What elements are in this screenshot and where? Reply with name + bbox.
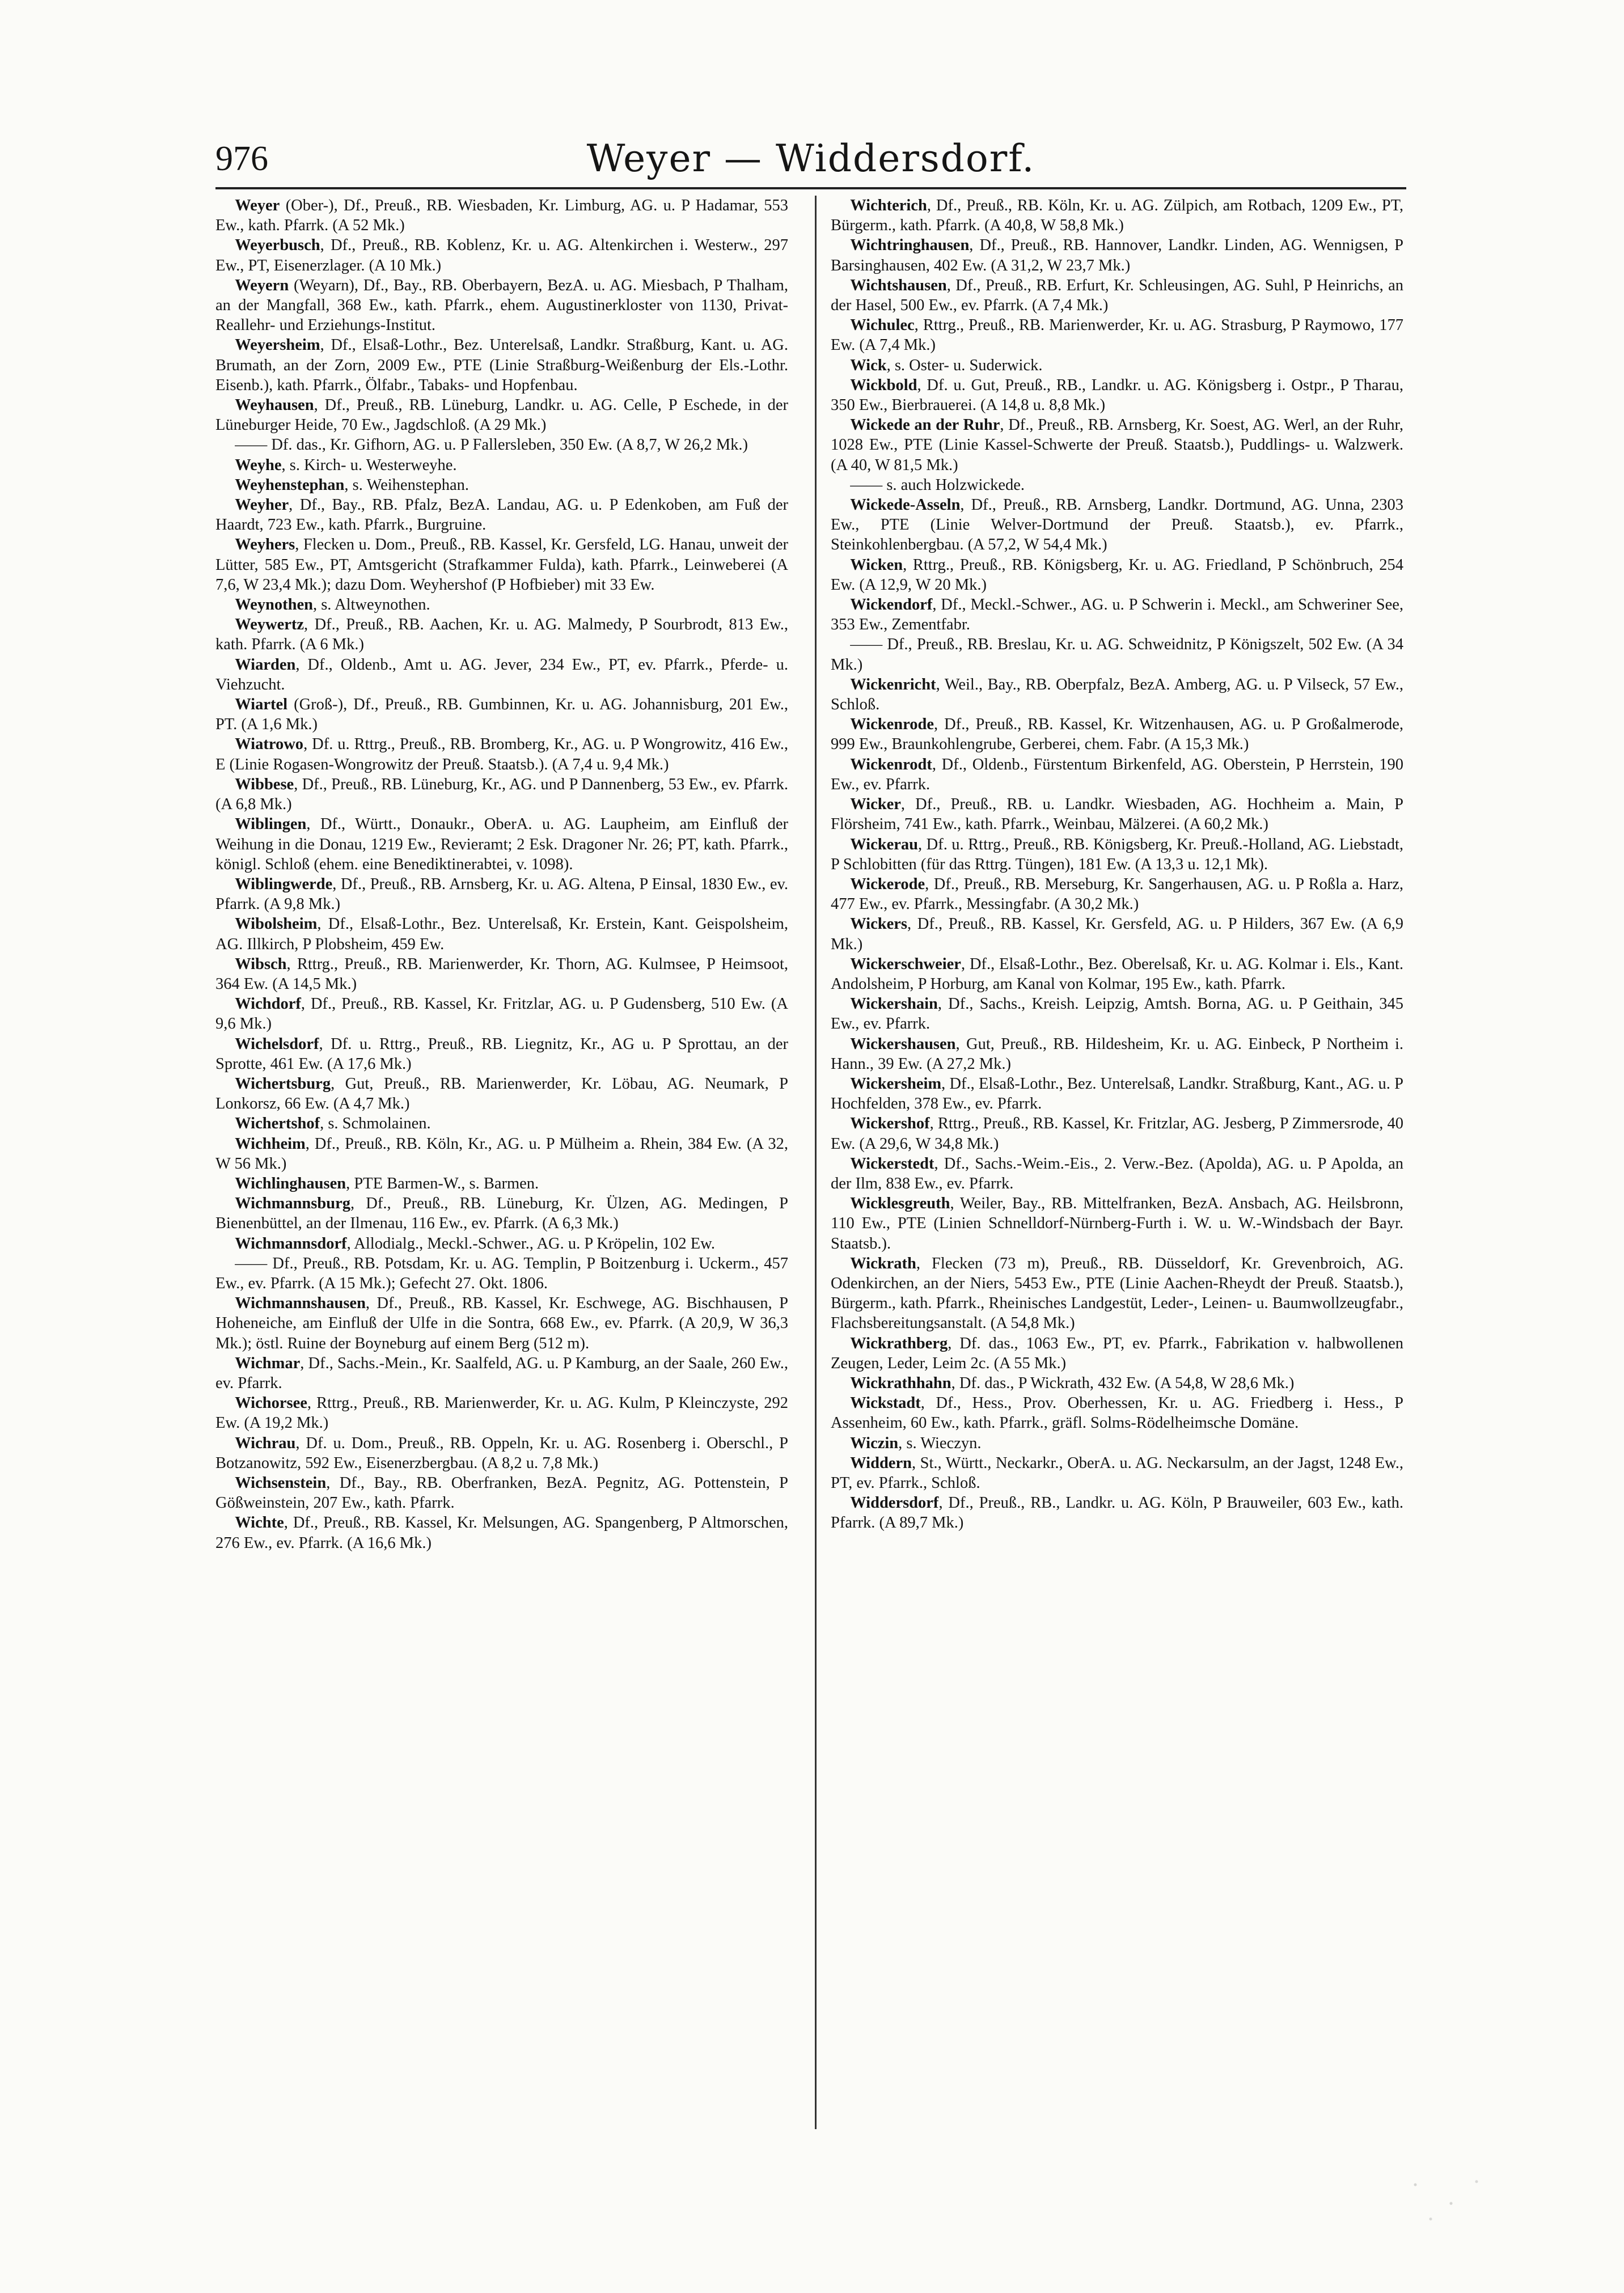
gazetteer-entry <box>831 375 1403 415</box>
gazetteer-entry <box>215 495 788 535</box>
entry-text: , Df., Sachs.-Mein., Kr. Saalfeld, AG. u. P Kamburg, an der Saale, 260 Ew., ev. Pfarrk. <box>215 1354 788 1392</box>
entry-headword: Wickbold <box>850 376 917 394</box>
entry-text: , Df. u. Rttrg., Preuß., RB. Bromberg, Kr., AG. u. P Wongrowitz, 416 Ew., E (Linie Rogasen-Wongrowitz der Preuß. Staatsb.). (A 7,4 u. 9,4 Mk.) <box>215 735 788 773</box>
entry-text: , Df., Preuß., RB. Erfurt, Kr. Schleusingen, AG. Suhl, P Heinrichs, an der Hasel, 500 Ew., ev. Pfarrk. (A 7,4 Mk.) <box>831 276 1403 315</box>
entry-text: , Gut, Preuß., RB. Marienwerder, Kr. Löbau, AG. Neumark, P Lonkorsz, 66 Ew. (A 4,7 Mk.) <box>215 1074 788 1113</box>
gazetteer-entry <box>831 595 1403 634</box>
entry-text: , Gut, Preuß., RB. Hildesheim, Kr. u. AG. Einbeck, P Northeim i. Hann., 39 Ew. (A 27,2 Mk.) <box>831 1035 1403 1073</box>
entry-headword: Wickerschweier <box>850 955 961 973</box>
gazetteer-entry <box>831 1034 1403 1074</box>
gazetteer-entry <box>215 615 788 654</box>
entry-headword: Wiblingwerde <box>235 875 333 893</box>
entry-text: , Df., Sachs., Kreish. Leipzig, Amtsh. Borna, AG. u. P Geithain, 345 Ew., ev. Pfarrk. <box>831 995 1403 1033</box>
entry-text: , Df. das., P Wickrath, 432 Ew. (A 54,8, W 28,6 Mk.) <box>951 1374 1295 1392</box>
entry-text: , Df., Württ., Donaukr., OberA. u. AG. Laupheim, am Einfluß der Weihung in die Donau, 1219 Ew., Revieramt; 2 Esk. Dragoner Nr. 26; PT, kath. Pfarrk., königl. Schloß (ehem. eine Benediktinerabtei, v. 1098). <box>215 815 788 873</box>
entry-text: , Df., Preuß., RB. Kassel, Kr. Melsungen, AG. Spangenberg, P Altmorschen, 276 Ew., ev. Pfarrk. (A 16,6 Mk.) <box>215 1514 788 1552</box>
entry-headword: Wichsenstein <box>235 1474 327 1492</box>
entry-text: , Df., Preuß., RB. Lüneburg, Kr., AG. und P Dannenberg, 53 Ew., ev. Pfarrk. (A 6,8 Mk.) <box>215 775 788 814</box>
gazetteer-entry <box>831 356 1403 375</box>
entry-headword: Weyern <box>235 276 289 294</box>
entry-text: , Df., Elsaß-Lothr., Bez. Oberelsaß, Kr. u. AG. Kolmar i. Els., Kant. Andolsheim, P Horburg, am Kanal von Kolmar, 195 Ew., kath. Pfarrk. <box>831 955 1403 993</box>
gazetteer-entry <box>831 1154 1403 1194</box>
gazetteer-entry <box>831 1114 1403 1153</box>
gazetteer-entry <box>831 1433 1403 1453</box>
gazetteer-entry <box>831 1194 1403 1254</box>
entry-text: , Df., Elsaß-Lothr., Bez. Unterelsaß, Landkr. Straßburg, Kant., AG. u. P Hochfelden, 378 Ew., ev. Pfarrk. <box>831 1074 1403 1113</box>
entry-text: , Df., Elsaß-Lothr., Bez. Unterelsaß, Landkr. Straßburg, Kant. u. AG. Brumath, an der Zorn, 2009 Ew., PTE (Linie Straßburg-Weißenburg der Els.-Lothr. Eisenb.), kath. Pfarrk., Ölfabr., Tabaks- und Hopfenbau. <box>215 336 788 394</box>
entry-text: , Df., Bay., RB. Pfalz, BezA. Landau, AG. u. P Edenkoben, am Fuß der Haardt, 723 Ew., kath. Pfarrk., Burgruine. <box>215 496 788 534</box>
entry-headword: Wickrathhahn <box>850 1374 951 1392</box>
entry-headword: Widdern <box>850 1454 912 1472</box>
gazetteer-entry <box>831 914 1403 954</box>
gazetteer-entry <box>831 634 1403 674</box>
entry-headword: Wickerode <box>850 875 925 893</box>
entry-text: , Df., Bay., RB. Oberfranken, BezA. Pegnitz, AG. Pottenstein, P Gößweinstein, 207 Ew., kath. Pfarrk. <box>215 1474 788 1512</box>
gazetteer-entry <box>831 495 1403 555</box>
gazetteer-entry <box>215 1254 788 1293</box>
entry-headword: Wick <box>850 356 887 374</box>
entry-text: , Flecken (73 m), Preuß., RB. Düsseldorf, Kr. Grevenbroich, AG. Odenkirchen, an der Niers, 5453 Ew., PTE (Linie Aachen-Rheydt der Preuß. Staatsb.), Bürgerm., kath. Pfarrk., Rheinisches Landgestüt, Leder-, Leinen- u. Baumwollzeugfabr., Flachsbereitungsanstalt. (A 54,8 Mk.) <box>831 1254 1403 1332</box>
entry-text: , Df., Elsaß-Lothr., Bez. Unterelsaß, Kr. Erstein, Kant. Geispolsheim, AG. Illkirch, P Plobsheim, 459 Ew. <box>215 915 788 953</box>
entry-headword: Wichdorf <box>235 995 301 1013</box>
entry-headword: Widdersdorf <box>850 1494 939 1512</box>
gazetteer-entry <box>831 994 1403 1034</box>
gazetteer-entry <box>215 1234 788 1254</box>
gazetteer-entry <box>831 1393 1403 1433</box>
entry-headword: Weyhe <box>235 456 282 474</box>
entry-text: , Df., Preuß., RB. Köln, Kr., AG. u. P Mülheim a. Rhein, 384 Ew. (A 32, W 56 Mk.) <box>215 1135 788 1173</box>
entry-headword: Wickershausen <box>850 1035 956 1053</box>
entry-text: (Weyarn), Df., Bay., RB. Oberbayern, BezA. u. AG. Miesbach, P Thalham, an der Mangfall, 368 Ew., kath. Pfarrk., ehem. Augustinerkloster von 1130, Privat-Reallehr- und Erziehungs-Institut. <box>215 276 788 335</box>
entry-text: , Df. u. Dom., Preuß., RB. Oppeln, Kr. u. AG. Rosenberg i. Oberschl., P Botzanowitz, 592 Ew., Eisenerzbergbau. (A 8,2 u. 7,8 Mk.) <box>215 1434 788 1472</box>
entry-text: , Df., Preuß., RB. Kassel, Kr. Fritzlar, AG. u. P Gudensberg, 510 Ew. (A 9,6 Mk.) <box>215 995 788 1033</box>
gazetteer-entry <box>831 1373 1403 1393</box>
left-column <box>215 196 788 2135</box>
entry-text: —— Df., Preuß., RB. Potsdam, Kr. u. AG. Templin, P Boitzenburg i. Uckerm., 457 Ew., ev. Pfarrk. (A 15 Mk.); Gefecht 27. Okt. 1806. <box>215 1254 788 1292</box>
entry-headword: Wibolsheim <box>235 915 318 933</box>
entry-headword: Wickrathberg <box>850 1334 948 1352</box>
entry-headword: Wickenrodt <box>850 755 932 773</box>
entry-text: , Df. u. Rttrg., Preuß., RB. Königsberg, Kr. Preuß.-Holland, AG. Liebstadt, P Schlobitten (für das Rttrg. Tüngen), 181 Ew. (A 13,3 u. 12,1 Mk). <box>831 835 1403 873</box>
entry-headword: Wiartel <box>235 696 288 714</box>
entry-text: , s. Altweynothen. <box>312 596 430 614</box>
entry-text: , Df., Preuß., RB. Lüneburg, Kr. Ülzen, AG. Medingen, P Bienenbüttel, an der Ilmenau, 116 Ew., ev. Pfarrk. (A 6,3 Mk.) <box>215 1195 788 1233</box>
entry-headword: Wichtringhausen <box>850 236 970 255</box>
entry-headword: Weywertz <box>235 616 304 634</box>
entry-text: , Allodialg., Meckl.-Schwer., AG. u. P Kröpelin, 102 Ew. <box>346 1234 715 1253</box>
entry-headword: Wickersheim <box>850 1074 942 1093</box>
right-column <box>831 196 1403 2135</box>
entry-headword: Weynothen <box>235 596 313 614</box>
entry-headword: Wichertshof <box>235 1115 320 1133</box>
entry-headword: Wichmannshausen <box>235 1294 366 1313</box>
entry-headword: Wiczin <box>850 1434 899 1452</box>
gazetteer-entry <box>215 335 788 395</box>
gazetteer-entry <box>215 1114 788 1133</box>
entry-text: , Df., Preuß., RB. Arnsberg, Kr. Soest, AG. Werl, an der Ruhr, 1028 Ew., PTE (Linie Kassel-Schwerte der Preuß. Staatsb.), Puddlings- u. Walzwerk. (A 40, W 81,5 Mk.) <box>831 416 1403 474</box>
entry-headword: Wichrau <box>235 1434 296 1452</box>
gazetteer-entry <box>215 734 788 774</box>
entry-text: , PTE Barmen-W., s. Barmen. <box>346 1174 539 1192</box>
entry-headword: Weyer <box>235 197 280 214</box>
gazetteer-entry <box>215 914 788 954</box>
entry-headword: Wichmar <box>235 1354 301 1372</box>
entry-text: , Rttrg., Preuß., RB. Marienwerder, Kr. u. AG. Strasburg, P Raymowo, 177 Ew. (A 7,4 Mk.) <box>831 316 1403 354</box>
entry-text: —— Df., Preuß., RB. Breslau, Kr. u. AG. Schweidnitz, P Königszelt, 502 Ew. (A 34 Mk.) <box>831 636 1403 674</box>
entry-headword: Wiatrowo <box>235 735 304 754</box>
entry-text: , s. Kirch- u. Westerweyhe. <box>281 456 457 474</box>
page-header <box>215 136 1406 189</box>
gazetteer-entry <box>215 455 788 475</box>
entry-headword: Wickers <box>850 915 907 933</box>
entry-headword: Weyhausen <box>235 396 314 414</box>
entry-text: , Df., Preuß., RB. Hannover, Landkr. Linden, AG. Wennigsen, P Barsinghausen, 402 Ew. (A 31,2, W 23,7 Mk.) <box>831 236 1403 274</box>
gazetteer-entry <box>831 1493 1403 1533</box>
gazetteer-entry <box>215 1293 788 1353</box>
entry-text: , Df., Oldenb., Fürstentum Birkenfeld, AG. Oberstein, P Herrstein, 190 Ew., ev. Pfarrk. <box>831 755 1403 793</box>
entry-headword: Wichlinghausen <box>235 1174 346 1192</box>
entry-text: , Rttrg., Preuß., RB. Marienwerder, Kr. u. AG. Kulm, P Kleinczyste, 292 Ew. (A 19,2 Mk.) <box>215 1394 788 1432</box>
entry-text: , Df., Preuß., RB. Arnsberg, Landkr. Dortmund, AG. Unna, 2303 Ew., PTE (Linie Welver-Dortmund der Preuß. Staatsb.), ev. Pfarrk., Steinkohlenbergbau. (A 57,2, W 54,4 Mk.) <box>831 496 1403 554</box>
gazetteer-entry <box>831 794 1403 834</box>
entry-text: , s. Oster- u. Suderwick. <box>886 356 1043 374</box>
entry-headword: Wickerau <box>850 835 918 853</box>
entry-headword: Wickenricht <box>850 675 936 693</box>
gazetteer-entry <box>215 435 788 455</box>
entry-headword: Wickrath <box>850 1254 916 1272</box>
gazetteer-entry <box>215 1353 788 1393</box>
entry-text: , Df., Preuß., RB. Köln, Kr. u. AG. Zülpich, am Rotbach, 1209 Ew., PT, Bürgerm., kath. Pfarrk. (A 40,8, W 58,8 Mk.) <box>831 197 1403 235</box>
entry-headword: Wichheim <box>235 1135 306 1153</box>
entry-headword: Wickershain <box>850 995 938 1013</box>
gazetteer-entry <box>215 874 788 914</box>
gazetteer-entry <box>215 775 788 814</box>
entry-text: , Flecken u. Dom., Preuß., RB. Kassel, Kr. Gersfeld, LG. Hanau, unweit der Lütter, 585 Ew., PT, Amtsgericht (Strafkammer Fulda), kath. Pfarrk., Leinweberei (A 7,6, W 23,4 Mk.); dazu Dom. Weyhershof (P Hofbieber) mit 33 Ew. <box>215 536 788 594</box>
gazetteer-entry <box>831 1254 1403 1334</box>
entry-headword: Wichte <box>235 1514 284 1532</box>
gazetteer-entry <box>215 1034 788 1074</box>
entry-headword: Wickershof <box>850 1115 930 1133</box>
gazetteer-entry <box>831 1334 1403 1373</box>
gazetteer-entry <box>215 695 788 734</box>
entry-text: , Df., Preuß., RB. Merseburg, Kr. Sangerhausen, AG. u. P Roßla a. Harz, 477 Ew., ev. Pfarrk., Messingfabr. (A 30,2 Mk.) <box>831 875 1403 913</box>
entry-text: , Df. das., 1063 Ew., PT, ev. Pfarrk., Fabrikation v. halbwollenen Zeugen, Leder, Leim 2c. (A 55 Mk.) <box>831 1334 1403 1372</box>
gazetteer-entry <box>831 315 1403 355</box>
entry-text: (Groß-), Df., Preuß., RB. Gumbinnen, Kr. u. AG. Johannisburg, 201 Ew., PT. (A 1,6 Mk.) <box>215 696 788 734</box>
gazetteer-entry <box>215 595 788 615</box>
entry-headword: Wicklesgreuth <box>850 1195 950 1213</box>
entry-headword: Wichorsee <box>235 1394 307 1412</box>
gazetteer-entry <box>831 276 1403 315</box>
entry-text: , Df., Preuß., RB. Aachen, Kr. u. AG. Malmedy, P Sourbrodt, 813 Ew., kath. Pfarrk. (A 6 Mk.) <box>215 616 788 654</box>
gazetteer-entry <box>831 415 1403 475</box>
entry-text: (Ober-), Df., Preuß., RB. Wiesbaden, Kr. Limburg, AG. u. P Hadamar, 553 Ew., kath. Pfarrk. (A 52 Mk.) <box>215 197 788 235</box>
entry-headword: Weyhers <box>235 536 295 554</box>
gazetteer-entry <box>831 235 1403 275</box>
entry-text: , Df., Hess., Prov. Oberhessen, Kr. u. AG. Friedberg i. Hess., P Assenheim, 60 Ew., kath. Pfarrk., gräfl. Solms-Rödelheimsche Domäne. <box>831 1394 1403 1432</box>
entry-headword: Weyersheim <box>235 336 320 354</box>
entry-text: , Df., Preuß., RB. Kassel, Kr. Gersfeld, AG. u. P Hilders, 367 Ew. (A 6,9 Mk.) <box>831 915 1403 953</box>
gazetteer-entry <box>831 555 1403 595</box>
entry-headword: Wickstadt <box>850 1394 921 1412</box>
entry-headword: Wichertsburg <box>235 1074 331 1093</box>
gazetteer-entry <box>215 1074 788 1114</box>
gazetteer-entry <box>215 475 788 495</box>
entry-text: , Df., Meckl.-Schwer., AG. u. P Schwerin i. Meckl., am Schweriner See, 353 Ew., Zementfabr. <box>831 596 1403 634</box>
entry-text: —— Df. das., Kr. Gifhorn, AG. u. P Fallersleben, 350 Ew. (A 8,7, W 26,2 Mk.) <box>235 436 748 454</box>
entry-text: , s. Schmolainen. <box>320 1115 431 1133</box>
entry-headword: Wichulec <box>850 316 915 335</box>
entry-headword: Wicken <box>850 556 903 574</box>
entry-text: , Df. u. Rttrg., Preuß., RB. Liegnitz, Kr., AG u. P Sprottau, an der Sprotte, 461 Ew. (A 17,6 Mk.) <box>215 1035 788 1073</box>
entry-text: , s. Wieczyn. <box>898 1434 982 1452</box>
entry-headword: Wibsch <box>235 955 287 973</box>
entry-headword: Wiblingen <box>235 815 307 834</box>
gazetteer-entry <box>215 1393 788 1433</box>
gazetteer-entry <box>831 835 1403 874</box>
running-head: Weyer — Widdersdorf. <box>586 137 1035 180</box>
entry-text: , Rttrg., Preuß., RB. Königsberg, Kr. u. AG. Friedland, P Schönbruch, 254 Ew. (A 12,9, W 20 Mk.) <box>831 556 1403 594</box>
entry-text: , s. Weihenstephan. <box>344 476 470 494</box>
entry-text: , Df., Preuß., RB. Koblenz, Kr. u. AG. Altenkirchen i. Westerw., 297 Ew., PT, Eisenerzlager. (A 10 Mk.) <box>215 236 788 274</box>
gazetteer-entry <box>831 675 1403 714</box>
entry-text: , Df. u. Gut, Preuß., RB., Landkr. u. AG. Königsberg i. Ostpr., P Tharau, 350 Ew., Bierbrauerei. (A 14,8 u. 8,8 Mk.) <box>831 376 1403 414</box>
entry-text: , Df., Preuß., RB. u. Landkr. Wiesbaden, AG. Hochheim a. Main, P Flörsheim, 741 Ew., kath. Pfarrk., Weinbau, Mälzerei. (A 60,2 Mk.) <box>831 796 1403 834</box>
entry-headword: Wickerstedt <box>850 1154 934 1173</box>
column-divider <box>815 196 817 2129</box>
entry-headword: Weyerbusch <box>235 236 320 255</box>
entry-text: , Df., Preuß., RB. Kassel, Kr. Eschwege, AG. Bischhausen, P Hoheneiche, am Einfluß der Ulfe in die Sontra, 668 Ew., ev. Pfarrk. (A 20,9, W 36,3 Mk.); östl. Ruine der Boyneburg auf einem Berg (512 m). <box>215 1294 788 1352</box>
gazetteer-entry <box>215 1473 788 1513</box>
entry-headword: Weyher <box>235 496 289 514</box>
gazetteer-entry <box>215 994 788 1034</box>
entry-headword: Weyhenstephan <box>235 476 345 494</box>
gazetteer-entry <box>831 874 1403 914</box>
gazetteer-entry <box>831 196 1403 235</box>
entry-text: , St., Württ., Neckarkr., OberA. u. AG. Neckarsulm, an der Jagst, 1248 Ew., PT, ev. Pfarrk., Schloß. <box>831 1454 1403 1492</box>
entry-text: , Df., Sachs.-Weim.-Eis., 2. Verw.-Bez. (Apolda), AG. u. P Apolda, an der Ilm, 838 Ew., ev. Pfarrk. <box>831 1154 1403 1192</box>
gazetteer-entry <box>831 714 1403 754</box>
gazetteer-entry <box>831 1453 1403 1493</box>
gazetteer-entry <box>831 755 1403 794</box>
entry-text: , Df., Preuß., RB. Arnsberg, Kr. u. AG. Altena, P Einsal, 1830 Ew., ev. Pfarrk. (A 9,8 Mk.) <box>215 875 788 913</box>
entry-headword: Wichelsdorf <box>235 1035 319 1053</box>
gazetteer-entry <box>215 1174 788 1194</box>
entry-text: , Df., Preuß., RB. Kassel, Kr. Witzenhausen, AG. u. P Großalmerode, 999 Ew., Braunkohlengrube, Gerberei, chem. Fabr. (A 15,3 Mk.) <box>831 716 1403 754</box>
gazetteer-entry <box>215 235 788 275</box>
gazetteer-entry <box>831 475 1403 495</box>
entry-headword: Wickenrode <box>850 716 934 734</box>
entry-text: , Df., Preuß., RB., Landkr. u. AG. Köln, P Brauweiler, 603 Ew., kath. Pfarrk. (A 89,7 Mk.) <box>831 1494 1403 1532</box>
entry-headword: Wiarden <box>235 655 296 674</box>
gazetteer-entry <box>215 1513 788 1552</box>
entry-text: , Rttrg., Preuß., RB. Marienwerder, Kr. Thorn, AG. Kulmsee, P Heimsoot, 364 Ew. (A 14,5 Mk.) <box>215 955 788 993</box>
gazetteer-entry <box>215 535 788 595</box>
gazetteer-entry <box>215 655 788 695</box>
entry-headword: Wichterich <box>850 197 927 214</box>
page-number: 976 <box>215 139 268 178</box>
gazetteer-entry <box>215 1134 788 1174</box>
gazetteer-entry <box>215 954 788 994</box>
entry-text: , Df., Oldenb., Amt u. AG. Jever, 234 Ew., PT, ev. Pfarrk., Pferde- u. Viehzucht. <box>215 655 788 693</box>
gazetteer-entry <box>215 196 788 235</box>
gazetteer-entry <box>831 954 1403 994</box>
entry-text: —— s. auch Holzwickede. <box>850 476 1025 494</box>
entry-text: , Weiler, Bay., RB. Mittelfranken, BezA. Ansbach, AG. Heilsbronn, 110 Ew., PTE (Linien Schnelldorf-Nürnberg-Furth i. W. u. W.-Windsbach der Bayr. Staatsb.). <box>831 1195 1403 1253</box>
entry-headword: Wickendorf <box>850 596 933 614</box>
gazetteer-entry <box>215 276 788 336</box>
entry-text: , Weil., Bay., RB. Oberpfalz, BezA. Amberg, AG. u. P Vilseck, 57 Ew., Schloß. <box>831 675 1403 714</box>
entry-headword: Wichmannsdorf <box>235 1234 347 1253</box>
entry-headword: Wicker <box>850 796 901 814</box>
entry-headword: Wickede-Asseln <box>850 496 961 514</box>
entry-text: , Rttrg., Preuß., RB. Kassel, Kr. Fritzlar, AG. Jesberg, P Zimmersrode, 40 Ew. (A 29,6, W 34,8 Mk.) <box>831 1115 1403 1153</box>
gazetteer-entry <box>215 1433 788 1473</box>
gazetteer-entry <box>215 395 788 435</box>
entry-headword: Wickede an der Ruhr <box>850 416 1000 434</box>
entry-headword: Wibbese <box>235 775 294 793</box>
entry-text: , Df., Preuß., RB. Lüneburg, Landkr. u. AG. Celle, P Eschede, in der Lüneburger Heide, 70 Ew., Jagdschloß. (A 29 Mk.) <box>215 396 788 434</box>
entry-headword: Wichmannsburg <box>235 1195 350 1213</box>
gazetteer-entry <box>831 1074 1403 1114</box>
entry-headword: Wichtshausen <box>850 276 947 294</box>
paper-specks <box>1395 2166 1497 2228</box>
gazetteer-entry <box>215 1194 788 1233</box>
gazetteer-entry <box>215 814 788 874</box>
